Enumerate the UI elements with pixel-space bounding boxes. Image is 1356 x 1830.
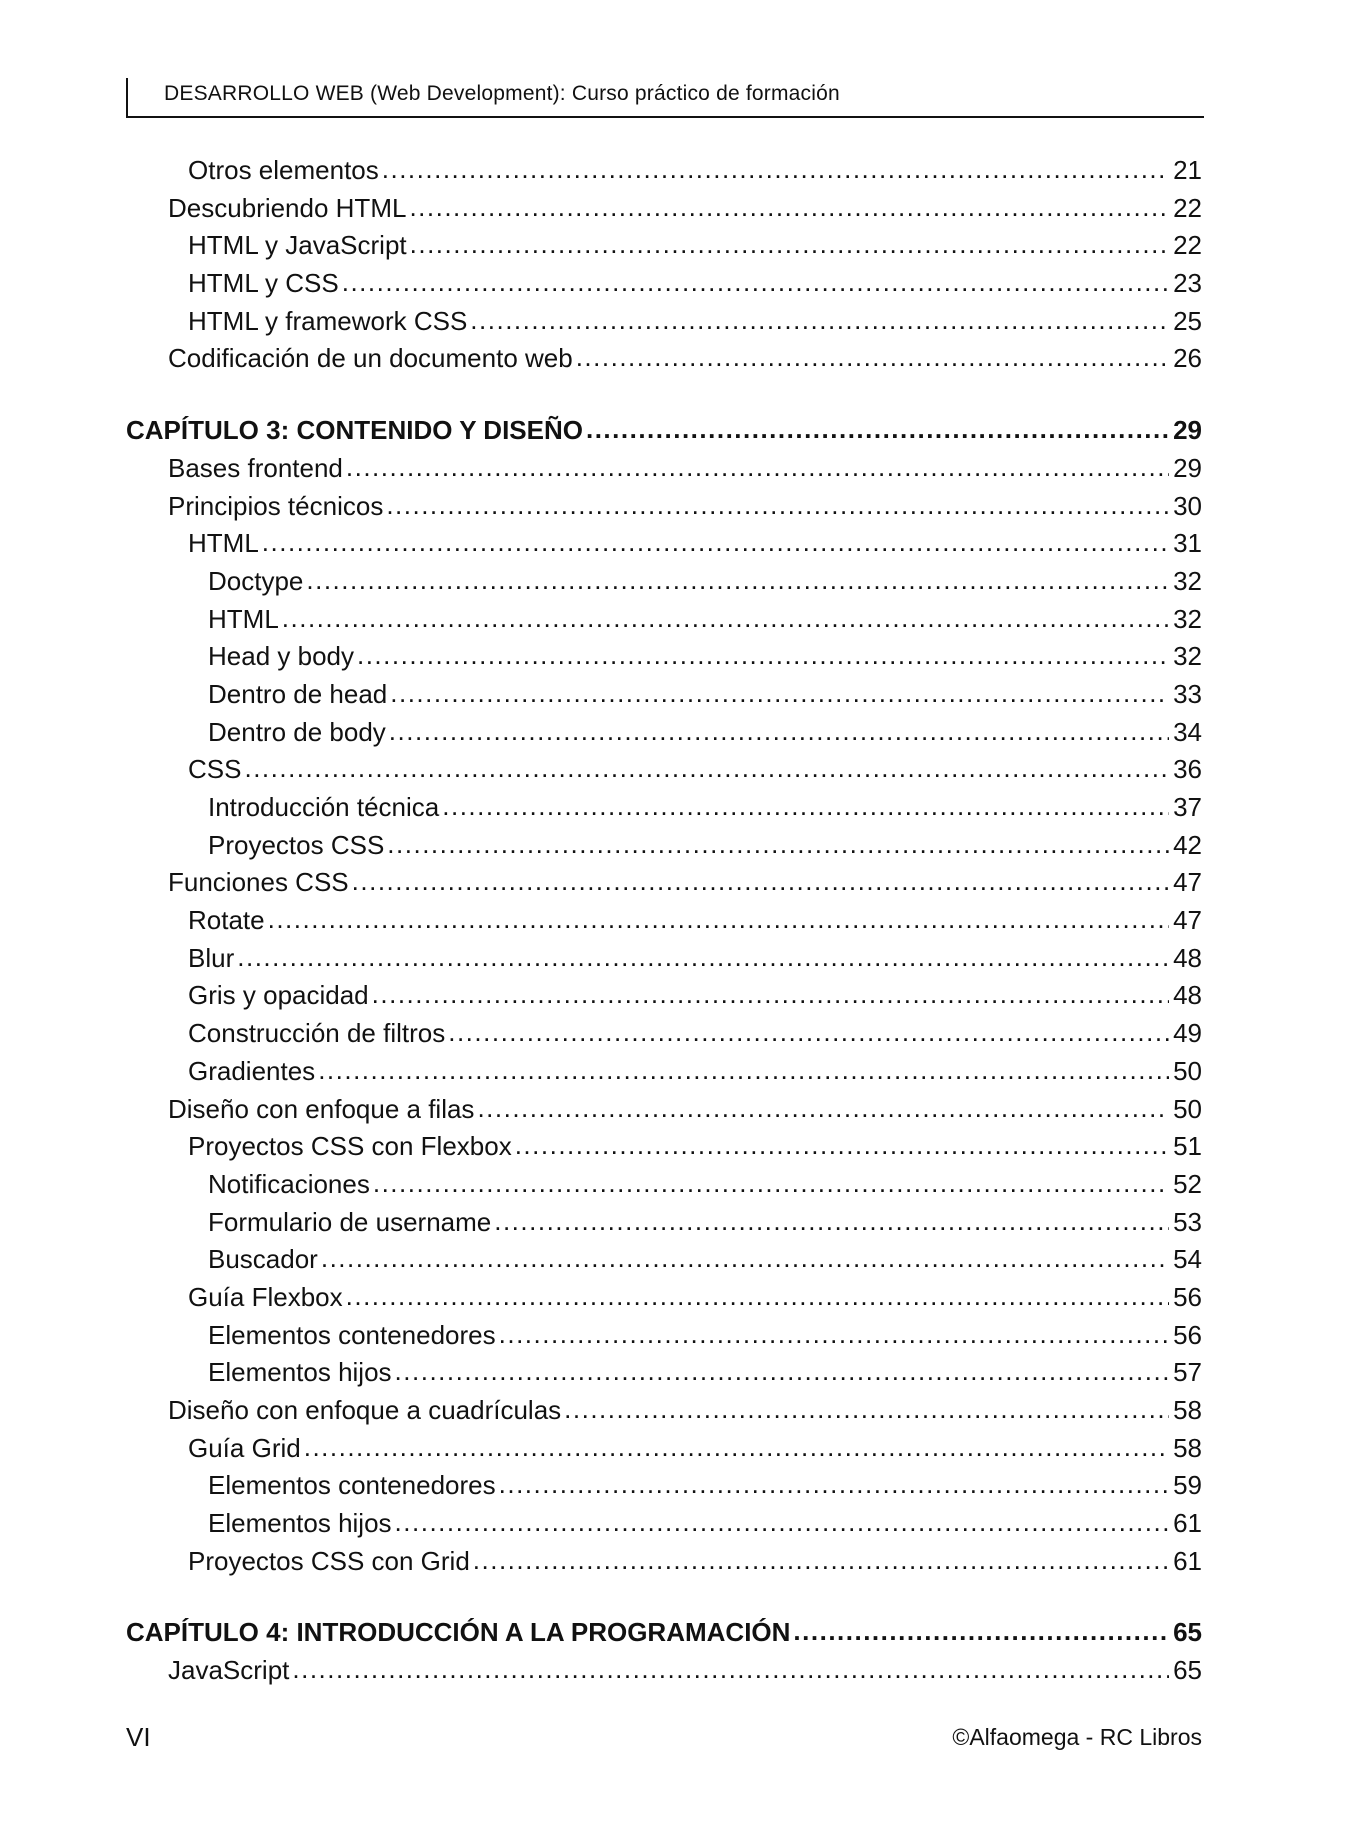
toc-entry <box>126 751 1202 789</box>
toc-entry-page: 32 <box>1173 603 1202 634</box>
toc-entry <box>126 1652 1202 1690</box>
dot-leader <box>564 1391 1169 1429</box>
toc-chapter-entry <box>126 1614 1202 1652</box>
toc-entry-title: JavaScript <box>168 1655 290 1686</box>
toc-entry <box>126 940 1202 978</box>
toc-entry <box>126 827 1202 865</box>
dot-leader <box>442 788 1169 826</box>
toc-entry <box>126 563 1202 601</box>
toc-entry-page: 32 <box>1173 565 1202 596</box>
dot-leader <box>448 1014 1169 1052</box>
toc-entry-title: HTML <box>188 528 259 559</box>
toc-entry-page: 22 <box>1173 230 1202 261</box>
toc-entry-page: 65 <box>1173 1655 1202 1686</box>
toc-entry-title: Proyectos CSS con Grid <box>188 1545 470 1576</box>
toc-entry-page: 29 <box>1173 415 1202 446</box>
toc-entry-title: HTML <box>208 603 279 634</box>
toc-entry <box>126 902 1202 940</box>
toc-entry <box>126 1128 1202 1166</box>
toc-entry <box>126 1204 1202 1242</box>
toc-entry-page: 36 <box>1173 754 1202 785</box>
toc-entry-page: 32 <box>1173 641 1202 672</box>
toc-entry-title: Guía Grid <box>188 1432 301 1463</box>
toc-entry <box>126 1241 1202 1279</box>
toc-entry <box>126 977 1202 1015</box>
toc-entry <box>126 488 1202 526</box>
dot-leader <box>372 976 1169 1014</box>
toc-entry-page: 26 <box>1173 343 1202 374</box>
toc-entry-title: Elementos contenedores <box>208 1319 496 1350</box>
toc-entry-page: 54 <box>1173 1244 1202 1275</box>
dot-leader <box>386 487 1169 525</box>
toc-entry-title: Construcción de filtros <box>188 1018 446 1049</box>
toc-entry <box>126 1317 1202 1355</box>
toc-entry <box>126 1166 1202 1204</box>
dot-leader <box>342 264 1169 302</box>
toc-entry-title: Gris y opacidad <box>188 980 369 1011</box>
toc-entry-title: HTML y CSS <box>188 268 339 299</box>
toc-entry-title: HTML y JavaScript <box>188 230 407 261</box>
dot-leader <box>395 1353 1169 1391</box>
dot-leader <box>494 1203 1169 1241</box>
toc-entry-page: 25 <box>1173 305 1202 336</box>
dot-leader <box>499 1316 1169 1354</box>
toc-entry-title: Blur <box>188 942 235 973</box>
toc-entry <box>126 227 1202 265</box>
toc-entry-title: Funciones CSS <box>168 867 349 898</box>
toc-entry-title: Formulario de username <box>208 1206 492 1237</box>
dot-leader <box>237 939 1169 977</box>
toc-entry-page: 53 <box>1173 1206 1202 1237</box>
toc-entry-title: Diseño con enfoque a filas <box>168 1093 475 1124</box>
toc-entry <box>126 265 1202 303</box>
dot-leader <box>586 411 1169 449</box>
toc-entry <box>126 676 1202 714</box>
toc-entry-page: 52 <box>1173 1168 1202 1199</box>
copyright-notice: ©Alfaomega - RC Libros <box>952 1724 1202 1750</box>
toc-entry-title: CAPÍTULO 3: CONTENIDO Y DISEÑO <box>126 415 583 446</box>
toc-entry-title: Buscador <box>208 1244 318 1275</box>
toc-chapter-entry <box>126 412 1202 450</box>
toc-entry-page: 49 <box>1173 1018 1202 1049</box>
running-title: DESARROLLO WEB (Web Development): Curso práctico de formación <box>164 82 840 105</box>
toc-entry-title: Dentro de head <box>208 678 388 709</box>
toc-entry-title: Introducción técnica <box>208 792 440 822</box>
toc-entry-page: 61 <box>1173 1545 1202 1576</box>
page-number: VI <box>126 1722 151 1752</box>
toc-entry-page: 48 <box>1173 980 1202 1011</box>
dot-leader <box>352 863 1169 901</box>
toc-entry <box>126 190 1202 228</box>
dot-leader <box>268 901 1169 939</box>
toc-entry-title: Dentro de body <box>208 716 386 747</box>
dot-leader <box>382 151 1169 189</box>
toc-entry <box>126 1467 1202 1505</box>
running-header <box>126 78 1204 118</box>
toc-entry <box>126 1543 1202 1581</box>
toc-entry <box>126 450 1202 488</box>
toc-entry-title: Descubriendo HTML <box>168 192 407 223</box>
toc-entry-page: 34 <box>1173 716 1202 747</box>
toc-entry-title: Elementos contenedores <box>208 1470 496 1501</box>
toc-entry-page: 58 <box>1173 1395 1202 1425</box>
toc-entry-title: CSS <box>188 754 242 785</box>
toc-entry-page: 23 <box>1173 268 1202 299</box>
dot-leader <box>306 562 1169 600</box>
dot-leader <box>389 713 1169 751</box>
toc-entry-page: 42 <box>1173 829 1202 860</box>
dot-leader <box>318 1052 1169 1090</box>
toc-entry-title: Notificaciones <box>208 1168 370 1199</box>
toc-entry <box>126 303 1202 341</box>
toc-entry <box>126 789 1202 827</box>
toc-entry-page: 31 <box>1173 528 1202 559</box>
toc-entry-title: Diseño con enfoque a cuadrículas <box>168 1395 562 1425</box>
toc-entry-title: HTML y framework CSS <box>188 305 468 336</box>
dot-leader <box>321 1240 1169 1278</box>
dot-leader <box>515 1127 1169 1165</box>
toc-entry-page: 51 <box>1173 1131 1202 1162</box>
toc-entry-title: Otros elementos <box>188 155 379 185</box>
toc-entry-page: 50 <box>1173 1093 1202 1124</box>
toc-entry-page: 65 <box>1173 1617 1202 1648</box>
toc-entry <box>126 152 1202 190</box>
dot-leader <box>470 302 1169 340</box>
dot-leader <box>346 1278 1169 1316</box>
toc-entry <box>126 601 1202 639</box>
dot-leader <box>395 1504 1169 1542</box>
toc-entry <box>126 1430 1202 1468</box>
toc-entry-title: Doctype <box>208 565 304 596</box>
toc-entry-page: 56 <box>1173 1319 1202 1350</box>
toc-entry-page: 33 <box>1173 678 1202 709</box>
toc-entry <box>126 1505 1202 1543</box>
toc-entry-page: 29 <box>1173 452 1202 483</box>
toc-entry-title: Elementos hijos <box>208 1508 392 1539</box>
dot-leader <box>793 1613 1169 1651</box>
dot-leader <box>410 226 1169 264</box>
toc-entry-title: Principios técnicos <box>168 490 384 521</box>
toc-entry-title: Proyectos CSS <box>208 829 385 860</box>
toc-entry-page: 61 <box>1173 1508 1202 1539</box>
dot-leader <box>477 1090 1169 1128</box>
toc-entry-page: 22 <box>1173 192 1202 223</box>
dot-leader <box>387 826 1169 864</box>
dot-leader <box>262 524 1169 562</box>
toc-entry <box>126 1053 1202 1091</box>
toc-entry <box>126 340 1202 378</box>
toc-entry-page: 59 <box>1173 1470 1202 1501</box>
toc-entry-page: 48 <box>1173 942 1202 973</box>
toc-entry <box>126 1354 1202 1392</box>
table-of-contents <box>126 152 1202 1690</box>
toc-entry-title: Proyectos CSS con Flexbox <box>188 1131 512 1162</box>
dot-leader <box>473 1542 1169 1580</box>
dot-leader <box>576 339 1169 377</box>
dot-leader <box>292 1651 1169 1689</box>
dot-leader <box>390 675 1169 713</box>
toc-entry-page: 57 <box>1173 1357 1202 1388</box>
dot-leader <box>409 189 1169 227</box>
toc-entry-title: Rotate <box>188 905 265 936</box>
toc-entry <box>126 864 1202 902</box>
toc-entry-title: Elementos hijos <box>208 1357 392 1388</box>
dot-leader <box>373 1165 1169 1203</box>
toc-entry <box>126 638 1202 676</box>
toc-entry-page: 50 <box>1173 1055 1202 1086</box>
toc-entry-page: 56 <box>1173 1281 1202 1312</box>
toc-entry-page: 30 <box>1173 490 1202 521</box>
dot-leader <box>499 1466 1169 1504</box>
toc-entry-page: 47 <box>1173 867 1202 898</box>
toc-entry-page: 37 <box>1173 792 1202 822</box>
toc-entry-page: 21 <box>1173 155 1202 185</box>
toc-entry <box>126 1091 1202 1129</box>
dot-leader <box>304 1429 1169 1467</box>
dot-leader <box>346 449 1169 487</box>
toc-entry-title: Gradientes <box>188 1055 316 1086</box>
toc-entry <box>126 1015 1202 1053</box>
toc-entry-title: Head y body <box>208 641 354 672</box>
toc-entry <box>126 1279 1202 1317</box>
toc-entry-page: 47 <box>1173 905 1202 936</box>
toc-entry <box>126 525 1202 563</box>
toc-entry-title: Bases frontend <box>168 452 343 483</box>
dot-leader <box>244 750 1169 788</box>
toc-entry-title: CAPÍTULO 4: INTRODUCCIÓN A LA PROGRAMACIÓN <box>126 1617 791 1648</box>
dot-leader <box>282 600 1169 638</box>
dot-leader <box>357 637 1169 675</box>
toc-entry-page: 58 <box>1173 1432 1202 1463</box>
toc-entry-title: Codificación de un documento web <box>168 343 573 374</box>
toc-entry <box>126 1392 1202 1430</box>
toc-entry <box>126 714 1202 752</box>
toc-entry-title: Guía Flexbox <box>188 1281 343 1312</box>
